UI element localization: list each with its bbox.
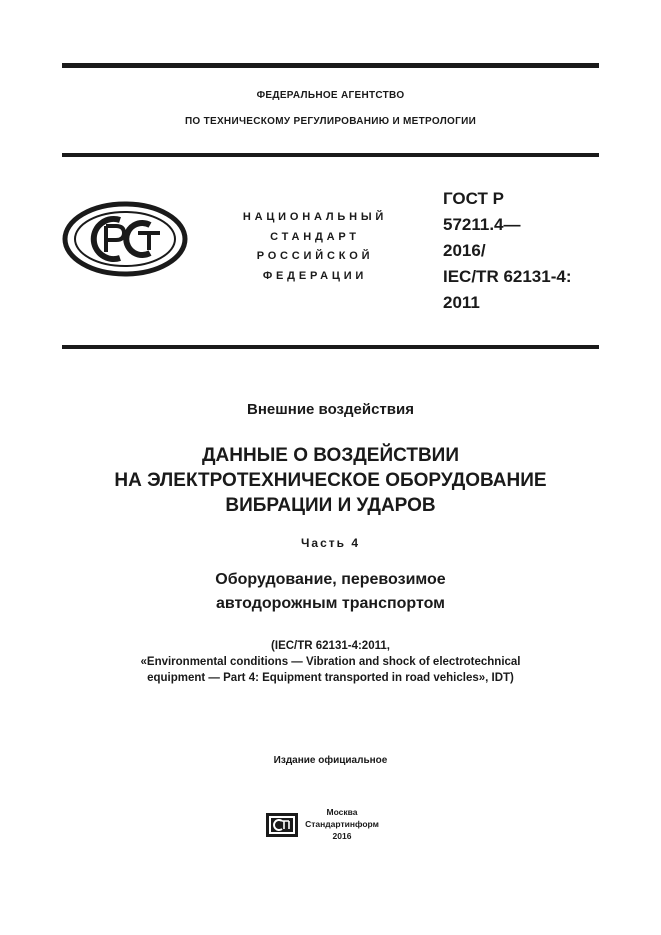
standartinform-logo-icon xyxy=(266,813,298,837)
international-reference xyxy=(0,638,661,686)
reference-line: equipment — Part 4: Equipment transported in road vehicles», IDT) xyxy=(147,672,514,684)
reference-line: «Environmental conditions — Vibration and shock of electrotechnical xyxy=(140,656,521,668)
designation-line: 2011 xyxy=(443,293,480,312)
part-number: Часть 4 xyxy=(300,536,361,550)
standard-designation xyxy=(443,186,603,316)
national-line: РОССИЙСКОЙ xyxy=(256,250,374,262)
top-rule xyxy=(62,63,599,68)
national-standard-label xyxy=(220,208,410,286)
part-title-line: Оборудование, перевозимое xyxy=(215,571,446,588)
reference-line: (IEC/TR 62131-4:2011, xyxy=(271,640,390,652)
national-line: СТАНДАРТ xyxy=(270,230,360,243)
document-title xyxy=(0,443,661,518)
publisher-city: Москва xyxy=(326,807,358,817)
part-title xyxy=(0,568,661,616)
document-subtitle: Внешние воздействия xyxy=(247,401,414,418)
agency-line-2: ПО ТЕХНИЧЕСКОМУ РЕГУЛИРОВАНИЮ И МЕТРОЛОГИИ xyxy=(184,116,477,127)
national-line: ФЕДЕРАЦИИ xyxy=(262,269,368,282)
national-line: НАЦИОНАЛЬНЫЙ xyxy=(242,211,388,223)
designation-line: ГОСТ Р xyxy=(443,189,504,208)
publisher-info xyxy=(302,806,382,842)
designation-line: IEC/TR 62131-4: xyxy=(443,267,572,286)
designation-line: 2016/ xyxy=(443,241,486,260)
title-line: НА ЭЛЕКТРОТЕХНИЧЕСКОЕ ОБОРУДОВАНИЕ xyxy=(114,470,547,491)
title-line: ВИБРАЦИИ И УДАРОВ xyxy=(225,495,436,516)
agency-line-1: ФЕДЕРАЛЬНОЕ АГЕНТСТВО xyxy=(256,90,405,101)
rst-logo-icon xyxy=(62,200,188,278)
publisher-year: 2016 xyxy=(332,831,352,841)
header-rule xyxy=(62,153,599,157)
publisher-name: Стандартинформ xyxy=(305,819,379,829)
designation-line: 57211.4— xyxy=(443,215,521,234)
edition-label: Издание официальное xyxy=(273,755,388,766)
part-title-line: автодорожным транспортом xyxy=(215,595,446,612)
standard-block-rule xyxy=(62,345,599,349)
title-line: ДАННЫЕ О ВОЗДЕЙСТВИИ xyxy=(202,445,459,466)
